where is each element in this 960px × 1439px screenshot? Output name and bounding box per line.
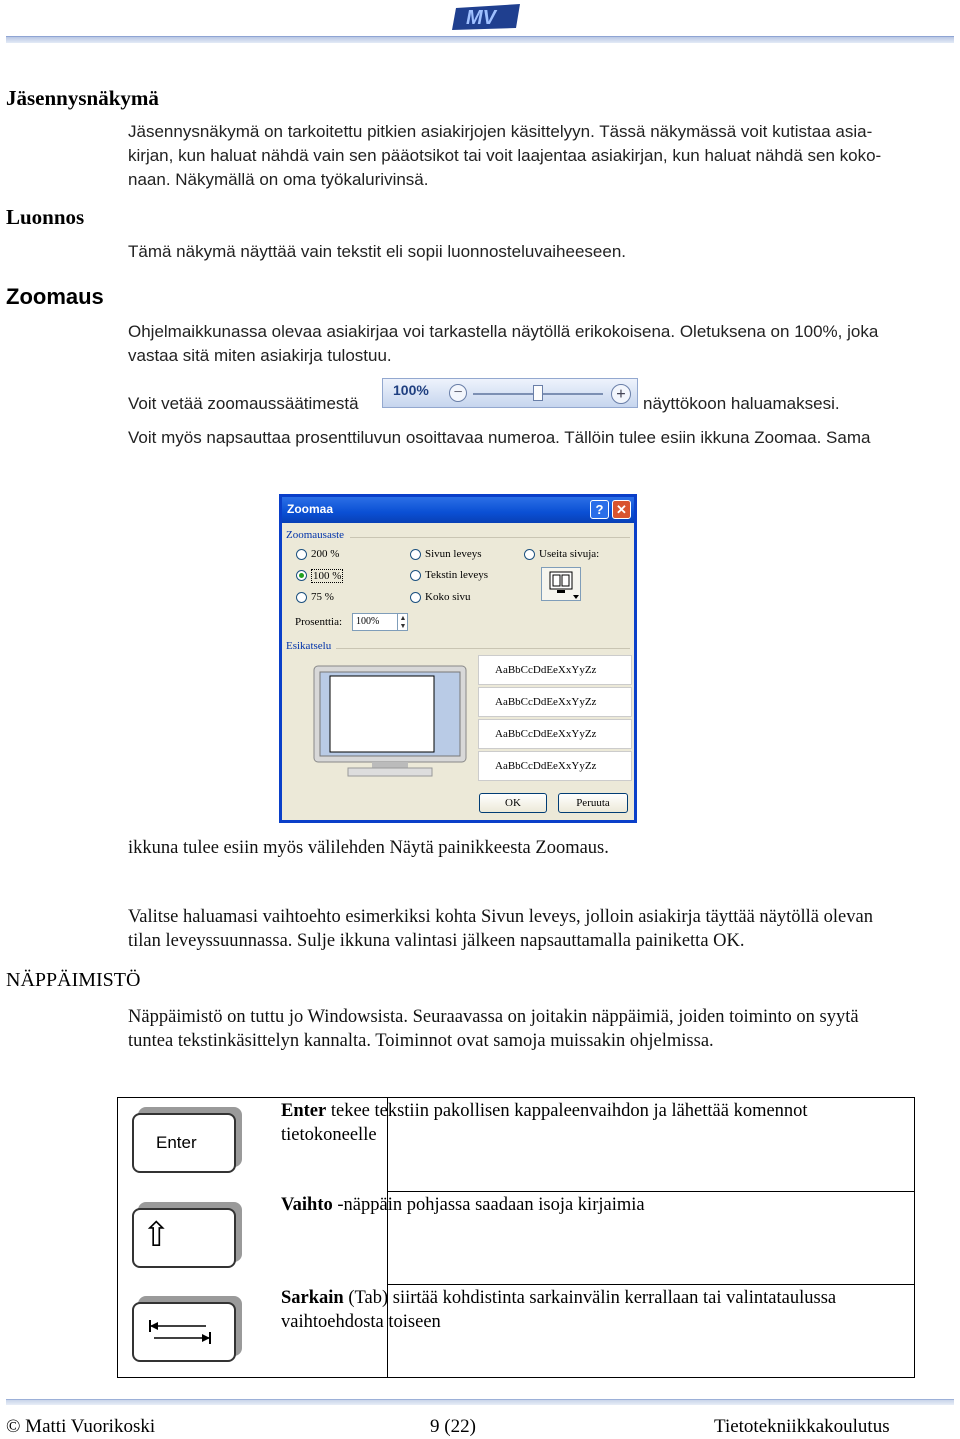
luonnos-text: Tämä näkymä näyttää vain tekstit eli sopii luonnosteluvaiheeseen. (128, 242, 627, 261)
tab-arrows-icon (146, 1318, 216, 1346)
option-koko-sivu[interactable]: Koko sivu (425, 591, 471, 603)
shift-key-icon (132, 1208, 236, 1268)
header-rule (6, 36, 954, 43)
radio-useita-sivuja[interactable] (524, 549, 535, 560)
font-sample: AaBbCcDdEeXxYyZz (478, 719, 632, 749)
radio-koko-sivu[interactable] (410, 592, 421, 603)
tab-description (281, 1286, 891, 1334)
tab-key-icon (132, 1302, 236, 1362)
dialog-title: Zoomaa (287, 502, 334, 516)
radio-75[interactable] (296, 592, 307, 603)
footer-course: Tietotekniikkakoulutus (714, 1416, 890, 1437)
nappaimisto-text (128, 1005, 958, 1053)
footer-rule (6, 1399, 954, 1405)
group-divider (350, 537, 630, 538)
font-sample: AaBbCcDdEeXxYyZz (478, 655, 632, 685)
radio-100[interactable] (296, 570, 307, 581)
enter-key-icon (132, 1113, 236, 1173)
option-useita-sivuja[interactable]: Useita sivuja: (539, 548, 600, 560)
key-label: ⇧ (142, 1217, 171, 1254)
percent-label: Prosenttia: (295, 616, 343, 628)
footer-page-number: 9 (22) (430, 1416, 476, 1437)
radio-sivun-leveys[interactable] (410, 549, 421, 560)
heading-nappaimisto: NÄPPÄIMISTÖ (6, 969, 141, 991)
zoom-percent[interactable]: 100% (393, 382, 429, 398)
group-label-esikatselu: Esikatselu (286, 640, 332, 652)
font-sample: AaBbCcDdEeXxYyZz (478, 751, 632, 781)
zoom-plus-icon[interactable]: + (611, 384, 631, 404)
jasennys-text (128, 120, 953, 192)
zoom-minus-icon[interactable]: − (449, 384, 467, 402)
radio-tekstin-leveys[interactable] (410, 570, 421, 581)
table-divider (387, 1191, 914, 1192)
zoom-drag-text-after: näyttökoon haluamaksesi. (643, 394, 840, 413)
help-icon[interactable]: ? (590, 500, 609, 519)
key-desc: tekee tekstiin pakollisen kappaleenvaihdon ja lähettää komennot (326, 1101, 808, 1121)
choose-text (128, 905, 958, 953)
font-sample: AaBbCcDdEeXxYyZz (478, 687, 632, 717)
text-line: Näppäimistö on tuttu jo Windowsista. Seuraavassa on joitakin näppäimiä, joiden toiminto on syytä (128, 1007, 859, 1027)
heading-luonnos: Luonnos (6, 205, 85, 229)
zoomaus-intro (128, 320, 953, 368)
key-name: Enter (281, 1101, 327, 1121)
key-label: Enter (156, 1133, 197, 1152)
key-name: Sarkain (281, 1288, 344, 1308)
text-line: Ohjelmaikkunassa olevaa asiakirjaa voi tarkastella näytöllä erikokoisena. Oletuksena on 100%, joka (128, 322, 879, 341)
zoom-slider[interactable] (382, 378, 638, 408)
group-label-zoomausaste: Zoomausaste (286, 529, 345, 541)
text-line: naan. Näkymällä on oma työkalurivinsä. (128, 170, 429, 189)
group-divider (336, 648, 630, 649)
cancel-button[interactable]: Peruuta (558, 793, 628, 813)
text-line: Valitse haluamasi vaihtoehto esimerkiksi kohta Sivun leveys, jolloin asiakirja täyttää näytöllä olevan (128, 907, 873, 927)
spinner-arrows-icon[interactable]: ▲ ▼ (397, 614, 408, 630)
key-desc: tietokoneelle (281, 1125, 377, 1145)
heading-zoomaus: Zoomaus (6, 284, 104, 309)
key-name: Vaihto (281, 1195, 333, 1215)
text-line: tilan leveyssuunnassa. Sulje ikkuna valintasi jälkeen napsauttamalla painiketta OK. (128, 931, 745, 951)
option-100[interactable]: 100 % (313, 570, 342, 582)
zoom-drag-text-before: Voit vetää zoomaussäätimestä (128, 394, 359, 413)
monitor-pages-icon (542, 568, 580, 600)
key-desc: (Tab) siirtää kohdistinta sarkainvälin kerrallaan tai valintataulussa (343, 1288, 837, 1308)
text-line: vastaa sitä miten asiakirja tulostuu. (128, 346, 392, 365)
zoom-thumb[interactable] (533, 385, 543, 401)
heading-jasennysnakyma: Jäsennysnäkymä (6, 86, 159, 110)
percent-input[interactable]: 100% (352, 613, 408, 631)
ok-button[interactable]: OK (479, 793, 547, 813)
zoom-click-text: Voit myös napsauttaa prosenttiluvun osoittavaa numeroa. Tällöin tulee esiin ikkuna Zoomaa. Sama (128, 428, 871, 447)
preview-monitor-icon (312, 664, 470, 782)
text-line: kirjan, kun haluat nähdä vain sen pääotsikot tai voit laajentaa asiakirjan, kun haluat nähdä sen koko- (128, 146, 882, 165)
option-tekstin-leveys[interactable]: Tekstin leveys (425, 569, 489, 581)
text-line: Jäsennysnäkymä on tarkoitettu pitkien asiakirjojen käsittelyyn. Tässä näkymässä voit kutistaa asia- (128, 122, 873, 141)
radio-200[interactable] (296, 549, 307, 560)
option-75[interactable]: 75 % (311, 591, 334, 603)
key-desc: vaihtoehdosta toiseen (281, 1312, 441, 1332)
after-dialog-text: ikkuna tulee esiin myös välilehden Näytä painikkeesta Zoomaus. (128, 838, 609, 858)
shift-description (281, 1193, 891, 1217)
enter-description (281, 1099, 891, 1147)
key-desc: -näppäin pohjassa saadaan isoja kirjaimia (332, 1195, 645, 1215)
text-line: tuntea tekstinkäsittelyn kannalta. Toiminnot ovat samoja muissakin ohjelmissa. (128, 1031, 714, 1051)
svg-text:MV: MV (466, 7, 496, 29)
footer-author: © Matti Vuorikoski (6, 1416, 156, 1437)
table-divider (387, 1284, 914, 1285)
close-icon[interactable]: ✕ (612, 500, 631, 519)
dialog-titlebar (282, 497, 634, 523)
option-200[interactable]: 200 % (311, 548, 340, 560)
multiple-pages-button[interactable] (541, 567, 581, 601)
option-sivun-leveys[interactable]: Sivun leveys (425, 548, 482, 560)
mv-logo (452, 2, 524, 32)
